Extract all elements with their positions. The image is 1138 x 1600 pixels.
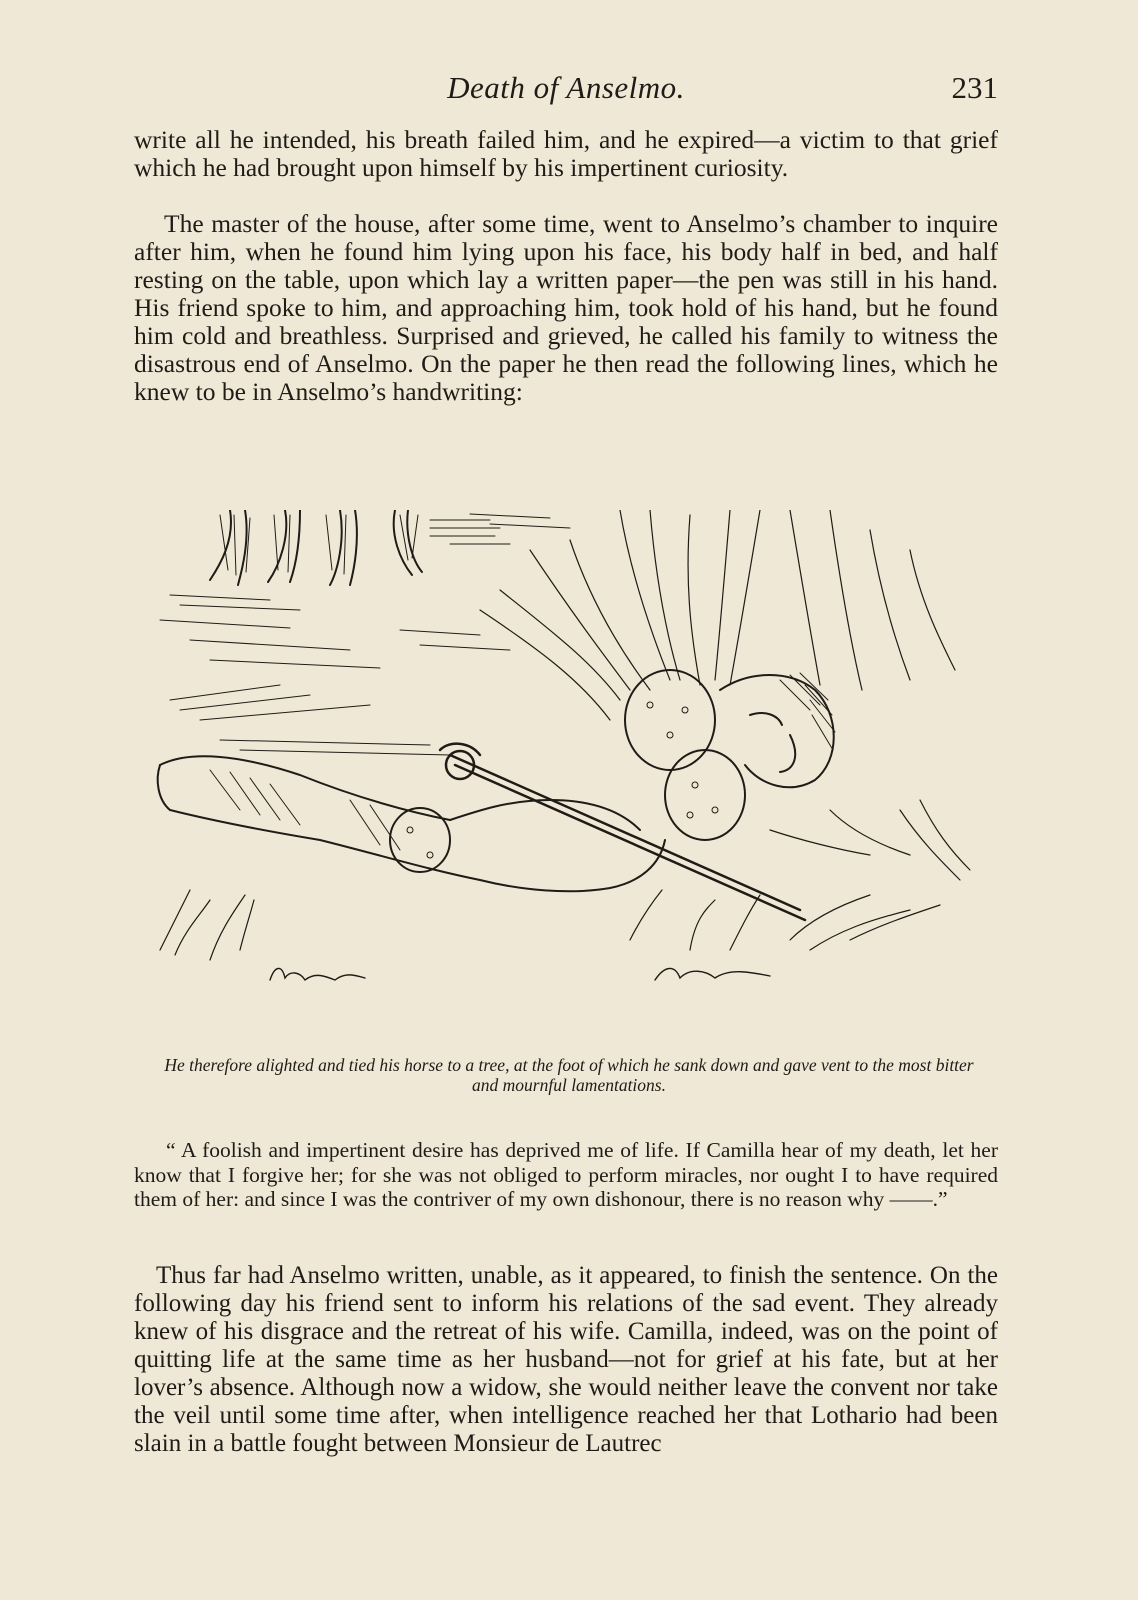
anselmo-note-quotation: “ A foolish and impertinent desire has deprived me of life. If Camilla hear of my death, let her know that I forgive her; for she was not obliged to perform miracles, nor ought I to have required them of her: and since I was the contriver of my own dishonour, there is no reason why ——.” bbox=[134, 1138, 998, 1211]
page-number: 231 bbox=[951, 70, 998, 105]
tall-grass bbox=[480, 510, 955, 720]
illustration-caption: He therefore alighted and tied his horse to a tree, at the foot of which he sank down and gave vent to the most bitter and mournful lamentations. bbox=[164, 1055, 974, 1095]
reclining-figure bbox=[158, 670, 834, 891]
tree-trunks bbox=[210, 510, 422, 585]
artist-signatures bbox=[270, 968, 770, 980]
engraving-drawing bbox=[150, 510, 980, 1015]
paragraph-aftermath: Thus far had Anselmo written, unable, as it appeared, to finish the sentence. On the following day his friend sent to inform his relations of the sad event. They already knew of his disgrace and the retreat of his wife. Camilla, indeed, was on the point of quitting life at the same time as her husband—not for grief at his fate, but at her lover’s absence. Although now a widow, she would neither leave the convent nor take the veil until some time after, when intelligence reached her that Lothario had been slain in a battle fought between Monsieur de Lautrec bbox=[134, 1262, 998, 1457]
running-title: Death of Anselmo. bbox=[447, 70, 685, 105]
illustration-dying-man bbox=[150, 510, 980, 1015]
paragraph-continuation: write all he intended, his breath failed him, and he expired—a victim to that grief which he had brought upon himself by his impertinent curiosity. bbox=[134, 125, 998, 182]
paragraph-discovery: The master of the house, after some time, went to Anselmo’s chamber to inquire after him, when he found him lying upon his face, his body half in bed, and half resting on the table, upon which lay a written paper—the pen was still in his hand. His friend spoke to him, and approaching him, took hold of his hand, but he found him cold and breathless. Surprised and grieved, he called his family to witness the disastrous end of Anselmo. On the paper he then read the following lines, which he knew to be in Anselmo’s handwriting: bbox=[134, 209, 998, 406]
foreground-grass bbox=[160, 800, 970, 960]
tree-hatching bbox=[220, 514, 570, 575]
ground-lines bbox=[160, 595, 510, 755]
figure-hatching bbox=[210, 673, 835, 858]
running-head bbox=[134, 70, 998, 110]
